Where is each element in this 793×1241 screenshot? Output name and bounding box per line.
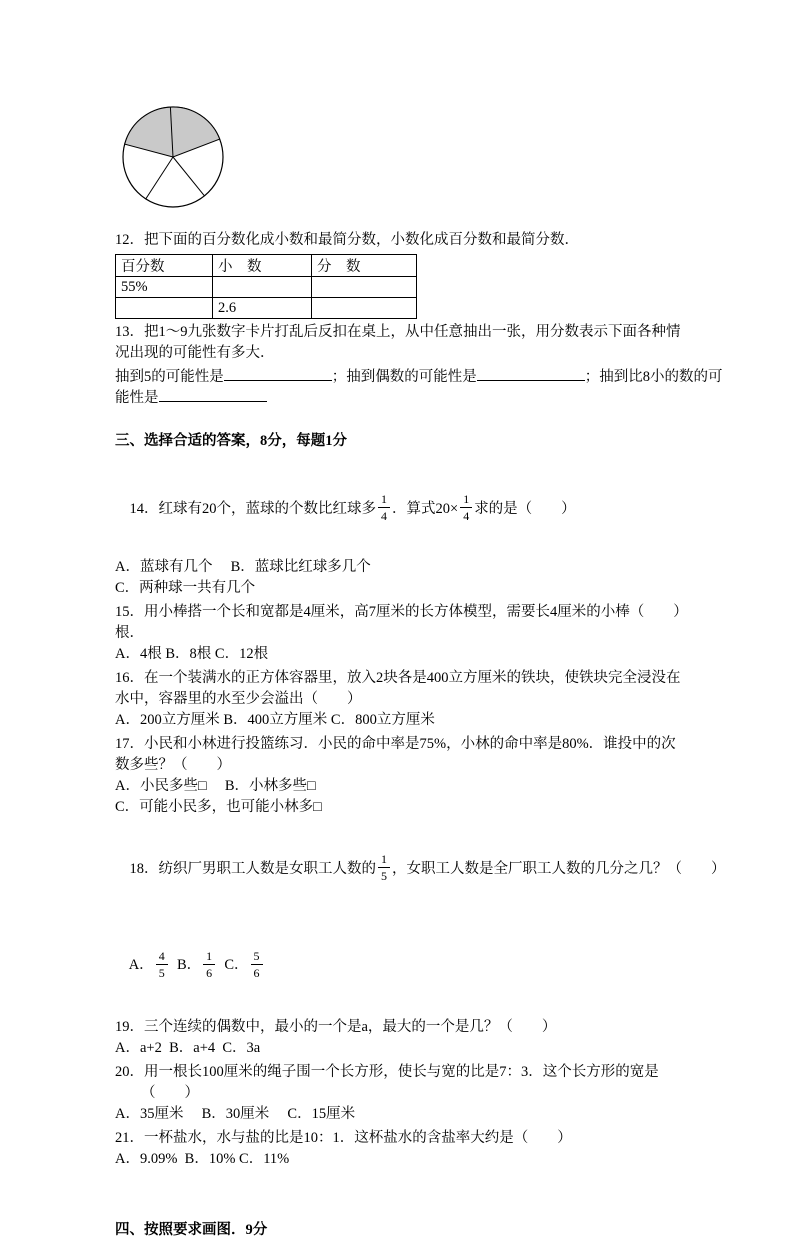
fraction: $\frac{1}{6}$: [203, 949, 215, 980]
q19-line-1: 19．三个连续的偶数中，最小的一个是a，最大的一个是几？（ ）: [115, 1018, 557, 1035]
fill-text: 抽到5的可能性是: [115, 369, 224, 385]
table-cell: [312, 298, 417, 319]
table-cell: 55%: [116, 277, 213, 298]
q14-options-line-2: C．两种球一共有几个: [115, 580, 256, 597]
q14-part-1: 14．红球有20个，蓝球的个数比红球多: [129, 501, 376, 517]
q17-line-1: 17．小民和小林进行投篮练习．小民的命中率是75%，小林的命中率是80%．谁投中的次: [115, 736, 676, 753]
fraction: $\frac{4}{5}$: [156, 949, 168, 980]
q12-text: 12．把下面的百分数化成小数和最简分数，小数化成百分数和最简分数．: [115, 232, 579, 248]
pie-chart-figure: [117, 100, 683, 219]
fill-text: 能性是: [115, 390, 159, 406]
q14-part-2: ．算式20×: [392, 501, 459, 517]
table-cell: [312, 277, 417, 298]
table-cell: 2.6: [213, 298, 312, 319]
fill-text: ；抽到比8小的数的可: [584, 369, 723, 385]
q16-options: A．200立方厘米 B．400立方厘米 C．800立方厘米: [115, 712, 435, 729]
q18-option-a-label: A．: [128, 957, 154, 974]
q18-options: [115, 917, 683, 1013]
answer-blank: [159, 389, 267, 402]
table-row: [116, 298, 417, 319]
q18-option-c-label: C．: [217, 957, 249, 974]
q18-option-b-label: B．: [169, 957, 202, 974]
table-header-row: [116, 255, 417, 277]
q20-options: A．35厘米 B．30厘米 C．15厘米: [115, 1105, 356, 1122]
table-row: [116, 277, 417, 298]
q19-text: [115, 1017, 683, 1038]
fraction: $\frac{5}{6}$: [251, 949, 263, 980]
q16-line-1: 16．在一个装满水的正方体容器里，放入2块各是400立方厘米的铁块，使铁块完全浸没在: [115, 670, 681, 687]
q13-fill-line-1: [115, 367, 723, 388]
fraction: $\frac{1}{5}$: [378, 852, 390, 883]
answer-blank: [477, 368, 585, 381]
q13-line-1: 13．把1～9九张数字卡片打乱后反扣在桌上，从中任意抽出一张，用分数表示下面各种情: [115, 324, 681, 340]
table-header-fraction: 分 数: [312, 255, 417, 277]
q17-line-2: 数多些？（ ）: [115, 757, 231, 774]
q18-part-1: 18．纺织厂男职工人数是女职工人数的: [129, 861, 376, 878]
q12-table: [115, 254, 417, 319]
q17-options-line-2: C．可能小民多，也可能小林多□: [115, 799, 322, 816]
q14-part-3: 求的是（ ）: [474, 501, 576, 517]
q20-text: [115, 1062, 683, 1104]
q20-line-1: 20．用一根长100厘米的绳子围一个长方形，使长与宽的比是7：3．这个长方形的宽是: [115, 1063, 659, 1080]
q13-text: [115, 322, 683, 364]
q13-line-2: 况出现的可能性有多大．: [115, 345, 275, 361]
q16-text: [115, 668, 683, 710]
q13-fill-line-2: [115, 388, 683, 409]
q19-options: A．a+2 B．a+4 C．3a: [115, 1039, 261, 1056]
section-four-title: 四、按照要求画图．9分: [115, 1221, 268, 1238]
q20-line-2: （ ）: [141, 1084, 199, 1101]
q15-line-1: 15．用小棒搭一个长和宽都是4厘米，高7厘米的长方体模型，需要长4厘米的小棒（ ）: [115, 604, 688, 621]
table-header-percent: 百分数: [116, 255, 213, 277]
q15-text: [115, 602, 688, 644]
fraction: $\frac{1}{4}$: [460, 492, 472, 523]
q14-options-line-1: A．蓝球有几个 B．蓝球比红球多几个: [115, 559, 371, 576]
q18-part-2: ，女职工人数是全厂职工人数的几分之几？（ ）: [392, 861, 726, 878]
q16-line-2: 水中，容器里的水至少会溢出（ ）: [115, 691, 362, 708]
q18-text: [115, 821, 726, 917]
q15-line-2: 根．: [115, 625, 144, 642]
answer-blank: [224, 368, 332, 381]
q13-fill-in: [115, 367, 723, 409]
q17-options-line-1: A．小民多些□ B．小林多些□: [115, 778, 316, 795]
table-header-decimal: 小 数: [213, 255, 312, 277]
section-three-title: 三、选择合适的答案，8分，每题1分: [115, 433, 347, 449]
pie-chart: [117, 100, 229, 214]
table-cell: [116, 298, 213, 319]
fraction: $\frac{1}{4}$: [378, 492, 390, 523]
q21-text: [115, 1128, 683, 1149]
q14-text: [115, 461, 683, 557]
q21-line-1: 21．一杯盐水，水与盐的比是10：1．这杯盐水的含盐率大约是（ ）: [115, 1129, 572, 1146]
q15-options: A．4根 B．8根 C．12根: [115, 646, 269, 663]
q17-text: [115, 734, 683, 776]
table-cell: [213, 277, 312, 298]
q21-options: A．9.09% B．10% C．11%: [115, 1150, 290, 1167]
fill-text: ；抽到偶数的可能性是: [331, 369, 477, 385]
